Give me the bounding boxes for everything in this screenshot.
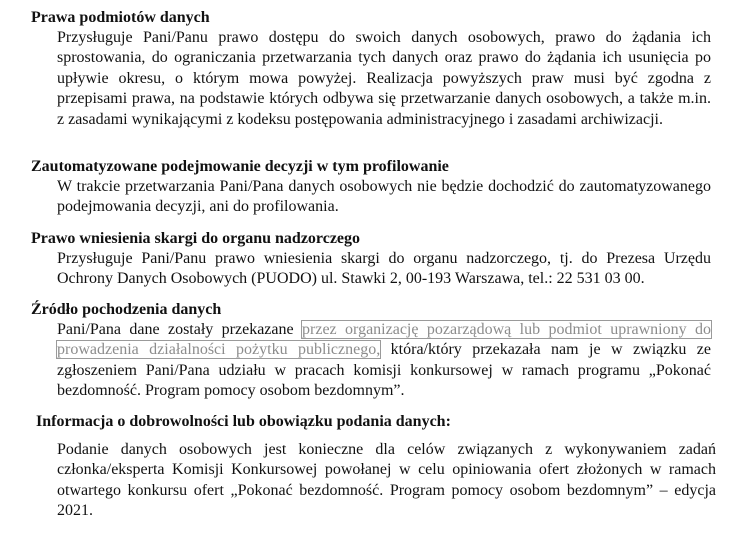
section-automated-decisions [31,157,711,218]
section-body [57,320,711,402]
section-heading: Informacja o dobrowolności lub obowiązku podania danych: [36,413,451,430]
section-heading: Prawo wniesienia skargi do organu nadzorczego [31,230,361,247]
body-text-after: która/który przekazała nam je w związku ze zgłoszeniem Pani/Pana udziału w pracach komisji konkursowej w ramach programu „Pokonać bezdomność. Program pomocy osobom bezdomnym”. [57,341,711,400]
section-body: Podanie danych osobowych jest konieczne dla celów związanych z wykonywaniem zadań członka/eksperta Komisji Konkursowej powołanej w celu opiniowania ofert złożonych w ramach otwartego konkursu ofert „Pokonać bezdomność. Program pomocy osobom bezdomnym” – edycja 2021. [57,441,716,520]
marked-text-field[interactable]: przez organizację pozarządową lub podmiot uprawniony do prowadzenia działalności pożytku publicznego, [57,321,712,359]
section-body: Przysługuje Pani/Panu prawo dostępu do swoich danych osobowych, prawo do żądania ich sprostowania, do ograniczania przetwarzania tych danych oraz prawo do żądania ich usunięcia po upływie okresu, o którym mowa powyżej. Realizacja powyższych praw musi być zgodna z przepisami prawa, na podstawie których odbywa się przetwarzanie danych osobowych, a także m.in. z zasadami wynikającymi z kodeksu postępowania administracyjnego i zasadami archiwizacji. [57,29,711,128]
section-body: W trakcie przetwarzania Pani/Pana danych osobowych nie będzie dochodzić do zautomatyzowanego podejmowania decyzji, ani do profilowania. [57,178,711,216]
section-complaint-right [31,229,711,290]
section-body: Przysługuje Pani/Panu prawo wniesienia skargi do organu nadzorczego, tj. do Prezesa Urzędu Ochrony Danych Osobowych (PUODO) ul. Stawki 2, 00-193 Warszawa, tel.: 22 531 03 00. [57,250,711,288]
section-heading: Zautomatyzowane podejmowanie decyzji w tym profilowanie [31,158,449,175]
section-data-subject-rights [31,8,711,130]
section-voluntary-info [36,412,716,522]
section-data-source [31,300,711,402]
section-heading: Prawa podmiotów danych [31,9,210,26]
section-heading: Źródło pochodzenia danych [31,301,222,318]
body-text-before: Pani/Pana dane zostały przekazane [57,321,303,338]
